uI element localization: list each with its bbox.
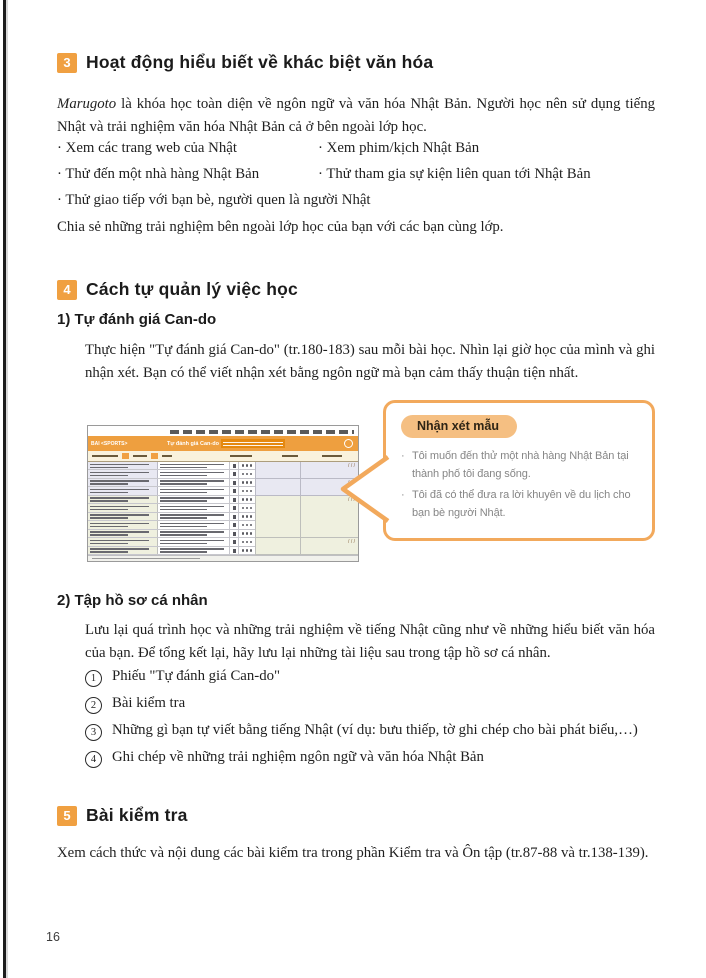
cando-count-cell bbox=[230, 538, 239, 545]
cando-desc-cell bbox=[158, 496, 230, 503]
subsection2-paragraph: Lưu lại quá trình học và những trải nghiệm về tiếng Nhật cũng như về những hiểu biết văn hóa của bạn. Để tổng kết lại, hãy lưu lại những tài liệu sau trong tập hồ sơ cá nhân. bbox=[85, 622, 655, 661]
cando-comment-cell bbox=[256, 479, 301, 495]
cando-row bbox=[88, 521, 255, 529]
subsection2-title: 2) Tập hồ sơ cá nhân bbox=[57, 592, 208, 609]
circled-number-icon: 3 bbox=[85, 724, 102, 741]
cando-row bbox=[88, 530, 255, 538]
cando-date-cell: / / / bbox=[348, 497, 355, 504]
cando-count-cell bbox=[230, 496, 239, 503]
cando-desc-cell bbox=[158, 513, 230, 520]
cando-figure bbox=[0, 395, 706, 585]
cando-rating-cell bbox=[239, 513, 255, 520]
section3-closing: Chia sẻ những trải nghiệm bên ngoài lớp học của bạn với các bạn cùng lớp. bbox=[57, 219, 504, 235]
cando-rating-cell bbox=[239, 538, 255, 545]
callout-list bbox=[401, 447, 640, 522]
cando-sheet-logo-icon bbox=[344, 439, 353, 448]
marugoto-word: Marugoto bbox=[57, 96, 117, 112]
portfolio-item-text: Bài kiểm tra bbox=[112, 695, 186, 711]
bullet-restaurant: · Thử đến một nhà hàng Nhật Bản bbox=[57, 166, 260, 182]
cando-desc-cell bbox=[158, 538, 230, 545]
callout-bullet-mark: · bbox=[401, 450, 405, 462]
cando-comment-cell bbox=[256, 462, 301, 478]
cando-desc-cell bbox=[158, 530, 230, 537]
callout-item-text: Tôi muốn đến thử một nhà hàng Nhật Bản tại thành phố tôi đang sống. bbox=[412, 450, 629, 480]
callout-badge: Nhận xét mẫu bbox=[401, 415, 517, 438]
cando-rating-cell bbox=[239, 547, 255, 554]
cando-date-cell: / / / bbox=[348, 463, 355, 469]
subsection1-title: 1) Tự đánh giá Can-do bbox=[57, 311, 217, 328]
cando-row bbox=[88, 462, 255, 470]
cando-count-cell bbox=[230, 504, 239, 511]
section4-number-badge: 4 bbox=[57, 280, 77, 300]
bullet-event: · Thử tham gia sự kiện liên quan tới Nhật Bản bbox=[318, 166, 591, 182]
cando-rating-cell bbox=[239, 521, 255, 528]
cando-row bbox=[88, 504, 255, 512]
circled-number-icon: 4 bbox=[85, 751, 102, 768]
cando-count-cell bbox=[230, 513, 239, 520]
cando-desc-cell bbox=[158, 547, 230, 554]
cando-sheet-title: Tự đánh giá Can-do bbox=[167, 440, 219, 447]
section4-title: Cách tự quản lý việc học bbox=[86, 279, 298, 299]
bullet-web: · Xem các trang web của Nhật bbox=[57, 140, 237, 156]
circled-number-icon: 2 bbox=[85, 697, 102, 714]
cando-row bbox=[88, 513, 255, 521]
cando-row bbox=[88, 470, 255, 478]
cando-name-cell bbox=[88, 530, 158, 537]
circled-number-icon: 1 bbox=[85, 670, 102, 687]
cando-name-cell bbox=[88, 521, 158, 528]
section4-header bbox=[57, 279, 298, 300]
cando-rating-cell bbox=[239, 479, 255, 486]
cando-sheet-caption-text bbox=[170, 430, 354, 434]
subsection1-paragraph: Thực hiện "Tự đánh giá Can-do" (tr.180-183) sau mỗi bài học. Nhìn lại giờ học của mình và ghi nhận xét. Bạn có thể viết nhận xét bằng ngôn ngữ mà bạn cảm thấy thuận tiện nhất. bbox=[85, 342, 655, 381]
section3-number-badge: 3 bbox=[57, 53, 77, 73]
portfolio-item-2 bbox=[85, 695, 185, 714]
cando-rating-cell bbox=[239, 504, 255, 511]
portfolio-item-text: Ghi chép về những trải nghiệm ngôn ngữ và văn hóa Nhật Bản bbox=[112, 749, 484, 765]
cando-sheet-footer-row bbox=[88, 555, 358, 561]
orange-chip-icon bbox=[151, 453, 158, 459]
callout-bullet-mark: · bbox=[401, 489, 405, 501]
cando-row bbox=[88, 479, 255, 487]
cando-rating-cell bbox=[239, 470, 255, 477]
cando-desc-cell bbox=[158, 487, 230, 494]
cando-count-cell bbox=[230, 521, 239, 528]
cando-name-cell bbox=[88, 513, 158, 520]
cando-row bbox=[88, 496, 255, 504]
cando-comment-cell bbox=[256, 496, 301, 536]
cando-name-cell bbox=[88, 538, 158, 545]
portfolio-item-text: Phiếu "Tự đánh giá Can-do" bbox=[112, 668, 281, 684]
cando-desc-cell bbox=[158, 479, 230, 486]
cando-count-cell bbox=[230, 479, 239, 486]
cando-count-cell bbox=[230, 547, 239, 554]
section3-intro-text: là khóa học toàn diện về ngôn ngữ và văn hóa Nhật Bản. Người học nên sử dụng tiếng Nhật và trải nghiệm văn hóa Nhật Bản cả ở bên ngoài lớp học. bbox=[57, 96, 655, 135]
portfolio-item-4 bbox=[85, 749, 484, 768]
cando-sheet-title-band bbox=[88, 436, 358, 451]
cando-row bbox=[88, 547, 255, 555]
section3-intro-paragraph bbox=[57, 93, 655, 139]
cando-count-cell bbox=[230, 487, 239, 494]
portfolio-item-text: Những gì bạn tự viết bằng tiếng Nhật (ví dụ: bưu thiếp, tờ ghi chép cho bài phát biểu,…) bbox=[112, 722, 638, 738]
callout-item bbox=[401, 486, 640, 522]
bullet-friends: · Thử giao tiếp với bạn bè, người quen là người Nhật bbox=[57, 192, 371, 208]
cando-count-cell bbox=[230, 530, 239, 537]
cando-row bbox=[88, 487, 255, 495]
cando-desc-cell bbox=[158, 462, 230, 469]
section3-title: Hoạt động hiểu biết về khác biệt văn hóa bbox=[86, 52, 434, 72]
portfolio-item-1 bbox=[85, 668, 280, 687]
cando-sheet-lesson-label: BÀI <SPORTS> bbox=[91, 440, 128, 447]
cando-desc-cell bbox=[158, 504, 230, 511]
cando-sheet-column-header bbox=[88, 451, 358, 462]
cando-rating-cell bbox=[239, 487, 255, 494]
cando-name-cell bbox=[88, 547, 158, 554]
callout-item-text: Tôi đã có thể đưa ra lời khuyên về du lịch cho bạn bè người Nhật. bbox=[412, 489, 631, 519]
section5-header bbox=[57, 805, 188, 826]
callout-item bbox=[401, 447, 640, 483]
section3-header bbox=[57, 52, 433, 73]
cando-left-rows bbox=[88, 462, 255, 555]
portfolio-item-3 bbox=[85, 722, 638, 741]
callout-pointer-icon bbox=[338, 452, 390, 526]
orange-chip-icon bbox=[122, 453, 129, 459]
cando-rating-cell bbox=[239, 530, 255, 537]
section5-title: Bài kiểm tra bbox=[86, 805, 188, 825]
cando-desc-cell bbox=[158, 470, 230, 477]
section5-paragraph: Xem cách thức và nội dung các bài kiểm tra trong phần Kiểm tra và Ôn tập (tr.87-88 và tr.138-139). bbox=[57, 845, 649, 861]
cando-name-cell bbox=[88, 496, 158, 503]
cando-name-cell bbox=[88, 487, 158, 494]
cando-rating-cell bbox=[239, 462, 255, 469]
cando-name-cell bbox=[88, 479, 158, 486]
cando-comment-cell bbox=[256, 538, 301, 554]
cando-name-cell bbox=[88, 470, 158, 477]
sample-comment-callout bbox=[383, 400, 655, 541]
bullet-film: · Xem phim/kịch Nhật Bản bbox=[318, 140, 480, 156]
cando-sheet-screenshot bbox=[87, 425, 359, 562]
cando-date-cell: / / / bbox=[348, 538, 355, 545]
section5-number-badge: 5 bbox=[57, 806, 77, 826]
cando-count-cell bbox=[230, 462, 239, 469]
cando-row bbox=[88, 538, 255, 546]
cando-sheet-body bbox=[88, 462, 358, 555]
cando-name-cell bbox=[88, 462, 158, 469]
cando-sheet-subtitle-block bbox=[221, 439, 285, 448]
cando-comment-group bbox=[255, 538, 358, 555]
page-number: 16 bbox=[46, 930, 60, 944]
cando-count-cell bbox=[230, 470, 239, 477]
cando-desc-cell bbox=[158, 521, 230, 528]
cando-rating-cell bbox=[239, 496, 255, 503]
cando-name-cell bbox=[88, 504, 158, 511]
